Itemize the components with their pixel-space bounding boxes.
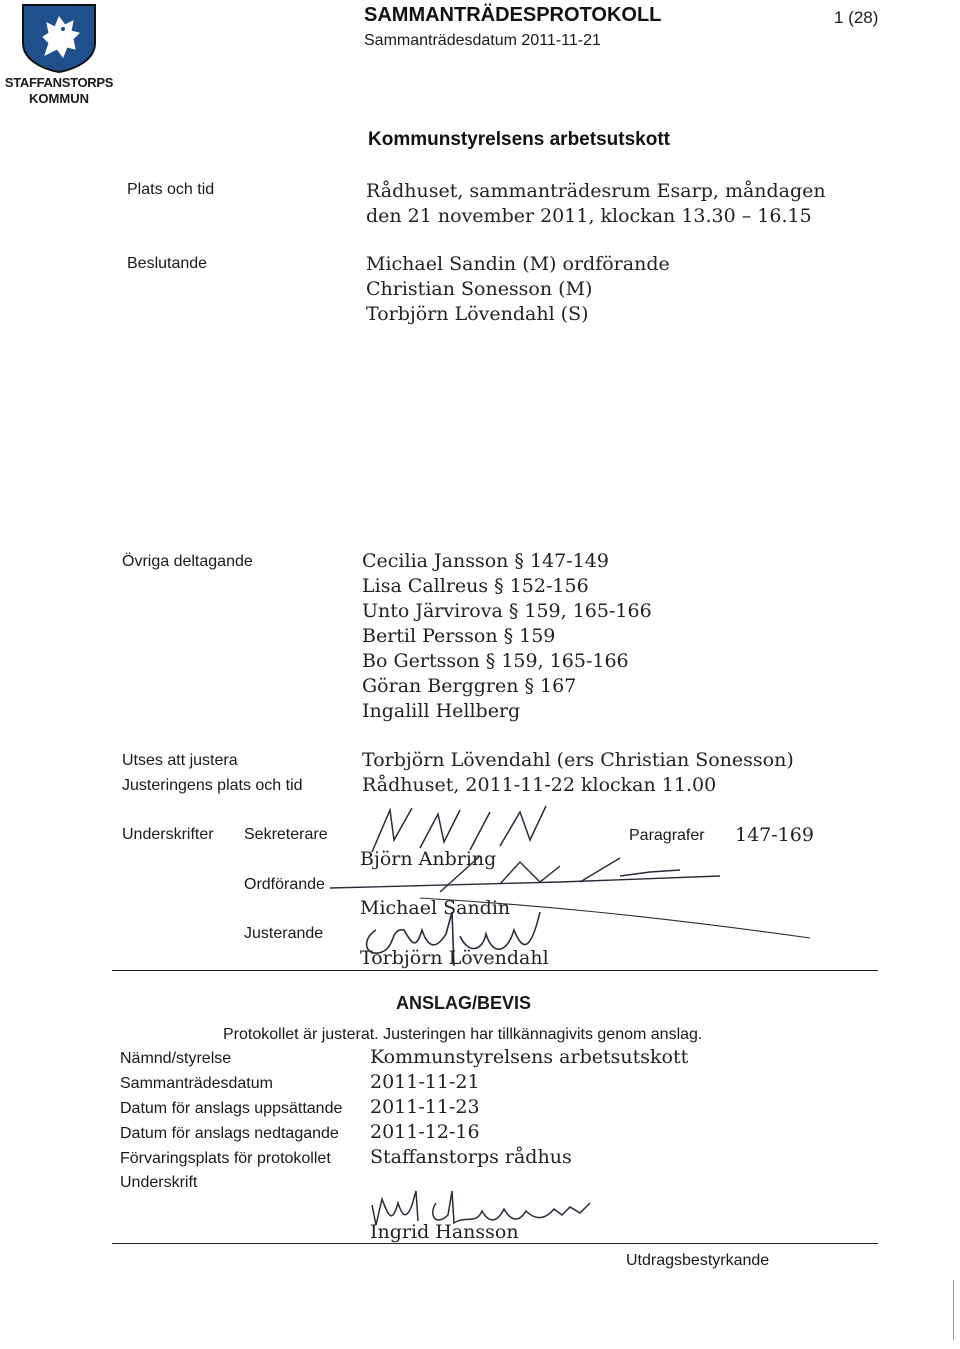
adjuster-label: Justerande [244, 925, 324, 942]
adjust-value: Torbjörn Lövendahl (ers Christian Sonesson) [362, 749, 794, 771]
notice-row-value: 2011-11-21 [370, 1071, 480, 1093]
notice-row-label: Nämnd/styrelse [120, 1050, 232, 1067]
notice-row-label: Sammanträdesdatum [120, 1075, 273, 1092]
signature-divider [112, 970, 878, 971]
participant: Unto Järvirova § 159, 165-166 [362, 600, 652, 622]
secretary-name: Björn Anbring [360, 848, 497, 870]
adjust-place-label: Justeringens plats och tid [122, 777, 303, 794]
deciding-member: Michael Sandin (M) ordförande [366, 253, 670, 275]
participant: Cecilia Jansson § 147-149 [362, 550, 609, 572]
place-time-line: den 21 november 2011, klockan 13.30 – 16.15 [366, 205, 812, 227]
signatures-label: Underskrifter [122, 826, 214, 843]
notice-row-value: Staffanstorps rådhus [370, 1146, 572, 1168]
coat-of-arms-griffin-icon [19, 3, 99, 73]
place-time-label: Plats och tid [127, 181, 215, 198]
document-title: SAMMANTRÄDESPROTOKOLL [364, 4, 662, 26]
municipality-name-line1: STAFFANSTORPS [4, 75, 114, 90]
committee-heading: Kommunstyrelsens arbetsutskott [368, 129, 670, 150]
deciding-member: Christian Sonesson (M) [366, 278, 593, 300]
other-participants [362, 549, 652, 724]
paragraphs-value: 147-169 [735, 824, 814, 846]
notice-row-value: 2011-12-16 [370, 1121, 480, 1143]
deciding-members [366, 252, 670, 327]
notice-row-label: Datum för anslags uppsättande [120, 1100, 343, 1117]
municipality-name-line2: KOMMUN [29, 91, 89, 106]
participant: Bo Gertsson § 159, 165-166 [362, 650, 629, 672]
adjuster-name: Torbjörn Lövendahl [360, 947, 549, 969]
municipal-logo [4, 3, 114, 106]
adjust-label: Utses att justera [122, 752, 238, 769]
page-number: 1 (28) [834, 8, 879, 27]
notice-row-value: Kommunstyrelsens arbetsutskott [370, 1046, 689, 1068]
participant: Ingalill Hellberg [362, 700, 521, 722]
notice-divider [112, 1243, 878, 1244]
meeting-date-line: Sammanträdesdatum 2011-11-21 [364, 32, 601, 49]
adjust-place-value: Rådhuset, 2011-11-22 klockan 11.00 [362, 774, 717, 796]
notice-signature-label: Underskrift [120, 1174, 198, 1191]
notice-row-value: 2011-11-23 [370, 1096, 480, 1118]
deciding-member: Torbjörn Lövendahl (S) [366, 303, 589, 325]
page-edge-mark [953, 1280, 954, 1340]
chair-name: Michael Sandin [360, 897, 511, 919]
chair-label: Ordförande [244, 876, 325, 893]
secretary-label: Sekreterare [244, 826, 328, 843]
notice-row-label: Datum för anslags nedtagande [120, 1125, 339, 1142]
place-time-line: Rådhuset, sammanträdesrum Esarp, måndagen [366, 180, 826, 202]
deciding-label: Beslutande [127, 255, 208, 272]
participant: Lisa Callreus § 152-156 [362, 575, 589, 597]
notice-signer-name: Ingrid Hansson [370, 1221, 519, 1243]
place-time-value [366, 179, 826, 229]
certification-label: Utdragsbestyrkande [626, 1252, 770, 1269]
notice-statement: Protokollet är justerat. Justeringen har tillkännagivits genom anslag. [223, 1026, 703, 1043]
notice-row-label: Förvaringsplats för protokollet [120, 1150, 331, 1167]
paragraphs-label: Paragrafer [629, 827, 705, 844]
notice-heading: ANSLAG/BEVIS [396, 993, 532, 1013]
others-label: Övriga deltagande [122, 553, 253, 570]
participant: Göran Berggren § 167 [362, 675, 577, 697]
participant: Bertil Persson § 159 [362, 625, 556, 647]
